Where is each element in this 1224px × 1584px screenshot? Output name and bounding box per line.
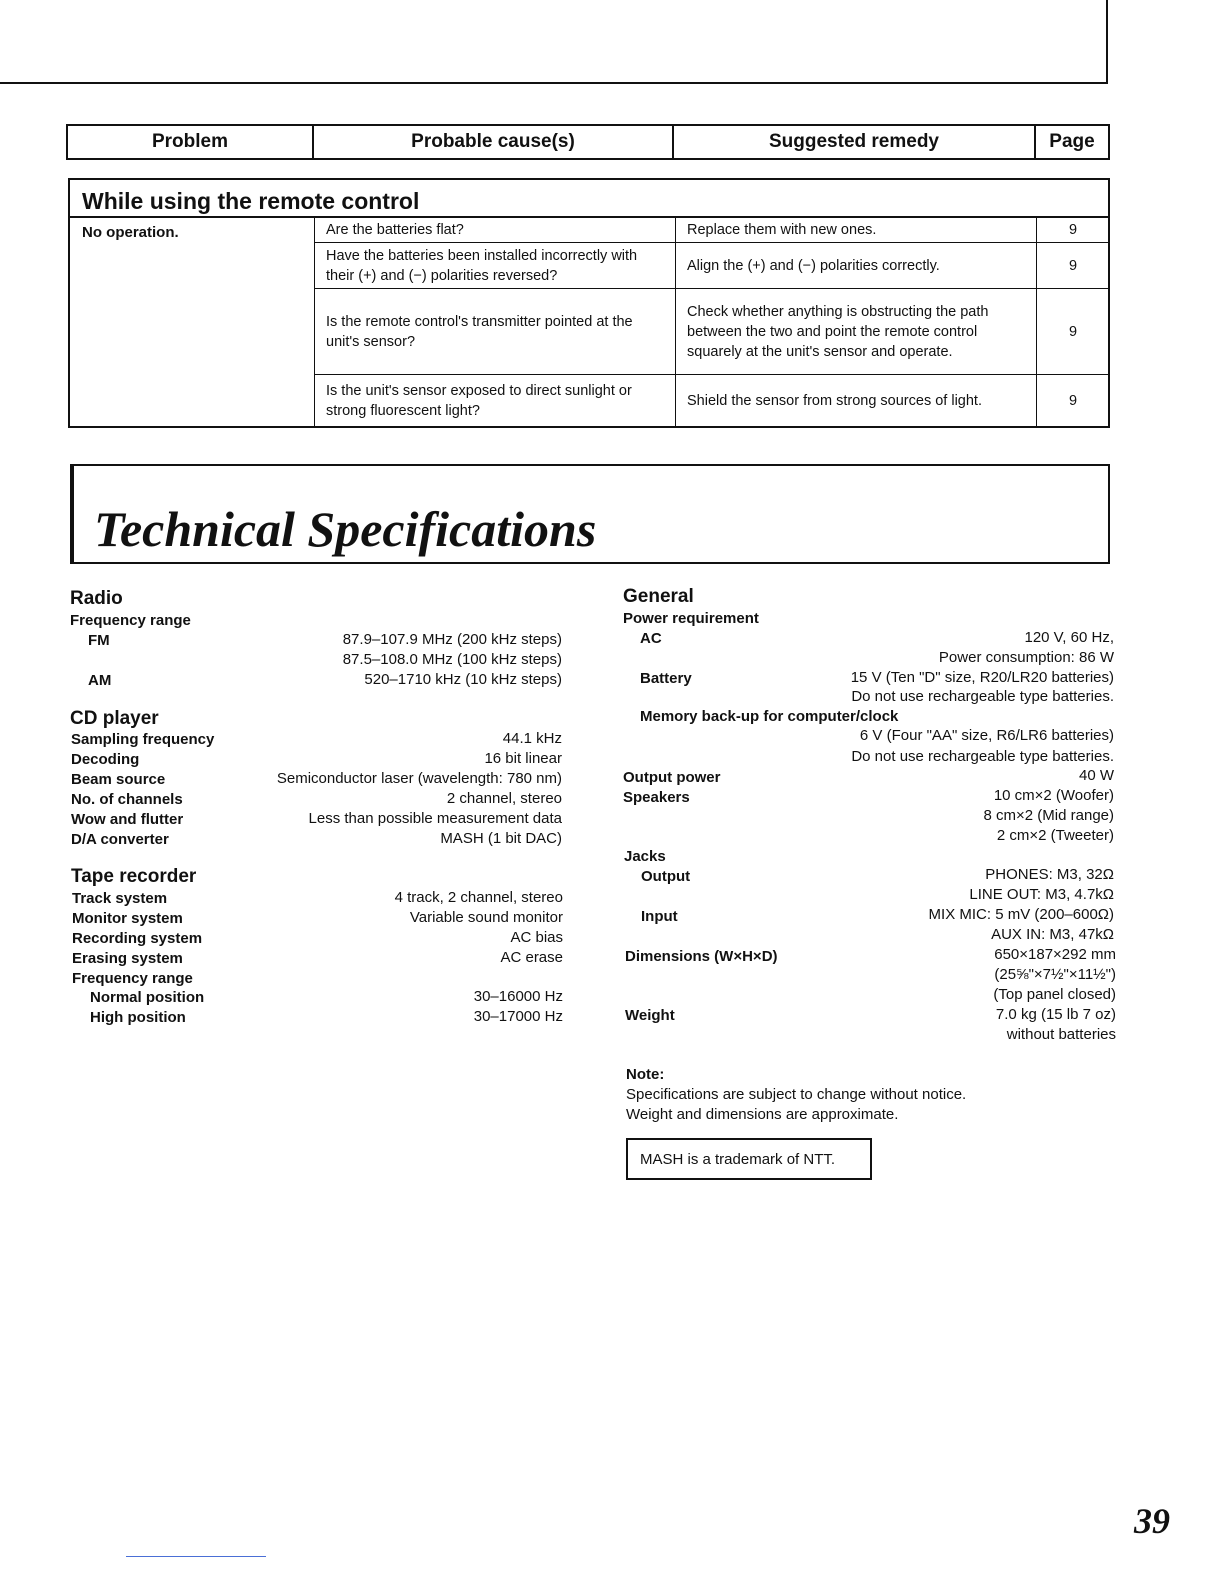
divider	[675, 218, 676, 426]
spec-value: Variable sound monitor	[409, 909, 563, 926]
header-problem: Problem	[68, 126, 314, 158]
spec-value: 2 channel, stereo	[446, 790, 562, 807]
spec-value: Less than possible measurement data	[308, 810, 562, 827]
am-label: AM	[88, 672, 112, 689]
normal-position-value: 30–16000 Hz	[473, 988, 563, 1005]
header-page: Page	[1049, 131, 1095, 152]
cd-heading: CD player	[70, 708, 159, 729]
dimensions-value: (25⅝"×7½"×11½")	[994, 966, 1116, 983]
battery-value: Do not use rechargeable type batteries.	[851, 688, 1114, 705]
page-cell: 9	[1068, 392, 1078, 409]
spec-label: Monitor system	[72, 910, 183, 927]
page-cell: 9	[1068, 222, 1078, 238]
spec-label: Decoding	[71, 751, 140, 768]
weight-value: 7.0 kg (15 lb 7 oz)	[995, 1006, 1116, 1023]
note-line: Weight and dimensions are approximate.	[626, 1106, 899, 1123]
general-heading: General	[623, 586, 694, 607]
cause-cell: Are the batteries flat?	[326, 222, 464, 238]
remedy-cell: Replace them with new ones.	[687, 222, 877, 238]
spec-label: Beam source	[71, 771, 166, 788]
output-value: PHONES: M3, 32Ω	[985, 866, 1114, 883]
spec-label: Track system	[72, 890, 168, 907]
spec-value: MASH (1 bit DAC)	[440, 830, 562, 847]
fm-value: 87.5–108.0 MHz (100 kHz steps)	[342, 651, 562, 668]
speakers-value: 8 cm×2 (Mid range)	[983, 807, 1114, 824]
battery-value: 15 V (Ten "D" size, R20/LR20 batteries)	[850, 669, 1114, 686]
top-border-line	[0, 82, 1108, 84]
spec-value: 44.1 kHz	[502, 730, 562, 747]
note-title: Note:	[626, 1066, 665, 1083]
dimensions-label: Dimensions (W×H×D)	[625, 948, 778, 965]
specs-title: Technical Specifications	[94, 501, 597, 557]
input-value: MIX MIC: 5 mV (200–600Ω)	[928, 906, 1114, 923]
radio-heading: Radio	[70, 588, 123, 609]
output-power-label: Output power	[623, 769, 721, 786]
output-value: LINE OUT: M3, 4.7kΩ	[969, 886, 1114, 903]
high-position-label: High position	[90, 1009, 186, 1026]
high-position-value: 30–17000 Hz	[473, 1008, 563, 1025]
cause-cell: Is the remote control's transmitter pointed at the unit's sensor?	[326, 313, 633, 350]
troubleshooting-table	[68, 178, 1110, 428]
troubleshooting-header	[66, 124, 1110, 160]
remedy-cell: Shield the sensor from strong sources of light.	[687, 392, 982, 409]
dimensions-value: 650×187×292 mm	[994, 946, 1116, 963]
remedy-cell: Check whether anything is obstructing the path between the two and point the remote control squarely at the unit's sensor and operate.	[687, 303, 989, 360]
input-label: Input	[641, 908, 678, 925]
memory-value: Do not use rechargeable type batteries.	[851, 748, 1114, 765]
spec-label: Recording system	[72, 930, 203, 947]
page-number: 39	[1134, 1501, 1170, 1541]
tape-heading: Tape recorder	[71, 866, 197, 887]
spec-label: No. of channels	[71, 791, 183, 808]
spec-label: Sampling frequency	[71, 731, 215, 748]
divider	[314, 218, 315, 426]
page-cell: 9	[1068, 323, 1078, 340]
fm-value: 87.9–107.9 MHz (200 kHz steps)	[342, 631, 562, 648]
specs-heading-box	[70, 464, 1110, 564]
am-value: 520–1710 kHz (10 kHz steps)	[364, 671, 562, 688]
note-line: Specifications are subject to change without notice.	[626, 1086, 967, 1103]
tape-freq-label: Frequency range	[72, 970, 193, 987]
spec-value: AC bias	[510, 929, 563, 946]
spec-value: 4 track, 2 channel, stereo	[394, 889, 563, 906]
spec-value: 16 bit linear	[484, 750, 562, 767]
radio-freq-label: Frequency range	[70, 612, 191, 629]
problem-cell: No operation.	[82, 224, 179, 241]
speakers-label: Speakers	[623, 789, 690, 806]
output-power-value: 40 W	[1078, 767, 1114, 784]
spec-label: Erasing system	[72, 950, 183, 967]
page-cell: 9	[1068, 257, 1078, 274]
header-remedy: Suggested remedy	[674, 126, 1036, 158]
spec-label: Wow and flutter	[71, 811, 184, 828]
jacks-label: Jacks	[624, 848, 666, 865]
power-req-label: Power requirement	[623, 610, 759, 627]
input-value: AUX IN: M3, 47kΩ	[991, 926, 1114, 943]
remedy-cell: Align the (+) and (−) polarities correctly.	[687, 257, 940, 274]
cause-cell: Have the batteries been installed incorrectly with their (+) and (−) polarities reversed?	[326, 247, 638, 284]
speakers-value: 10 cm×2 (Woofer)	[993, 787, 1114, 804]
memory-value: 6 V (Four "AA" size, R6/LR6 batteries)	[859, 727, 1114, 744]
weight-value: without batteries	[1006, 1026, 1116, 1043]
fm-label: FM	[88, 632, 110, 649]
header-cause: Probable cause(s)	[314, 126, 674, 158]
spec-value: AC erase	[500, 949, 563, 966]
speakers-value: 2 cm×2 (Tweeter)	[996, 827, 1114, 844]
spec-label: D/A converter	[71, 831, 169, 848]
memory-label: Memory back-up for computer/clock	[640, 708, 899, 725]
spec-value: Semiconductor laser (wavelength: 780 nm)	[276, 770, 562, 787]
weight-label: Weight	[625, 1007, 675, 1024]
ac-label: AC	[640, 630, 662, 647]
normal-position-label: Normal position	[90, 989, 205, 1006]
footer-line	[126, 1556, 266, 1557]
ac-value: 120 V, 60 Hz,	[1024, 629, 1114, 646]
ac-value: Power consumption: 86 W	[938, 649, 1114, 666]
output-label: Output	[641, 868, 691, 885]
top-border-vertical	[1106, 0, 1108, 84]
battery-label: Battery	[640, 670, 692, 687]
dimensions-value: (Top panel closed)	[993, 986, 1116, 1003]
cause-cell: Is the unit's sensor exposed to direct sunlight or strong fluorescent light?	[326, 382, 632, 419]
section-title: While using the remote control	[82, 188, 420, 214]
trademark-box: MASH is a trademark of NTT.	[626, 1138, 872, 1180]
